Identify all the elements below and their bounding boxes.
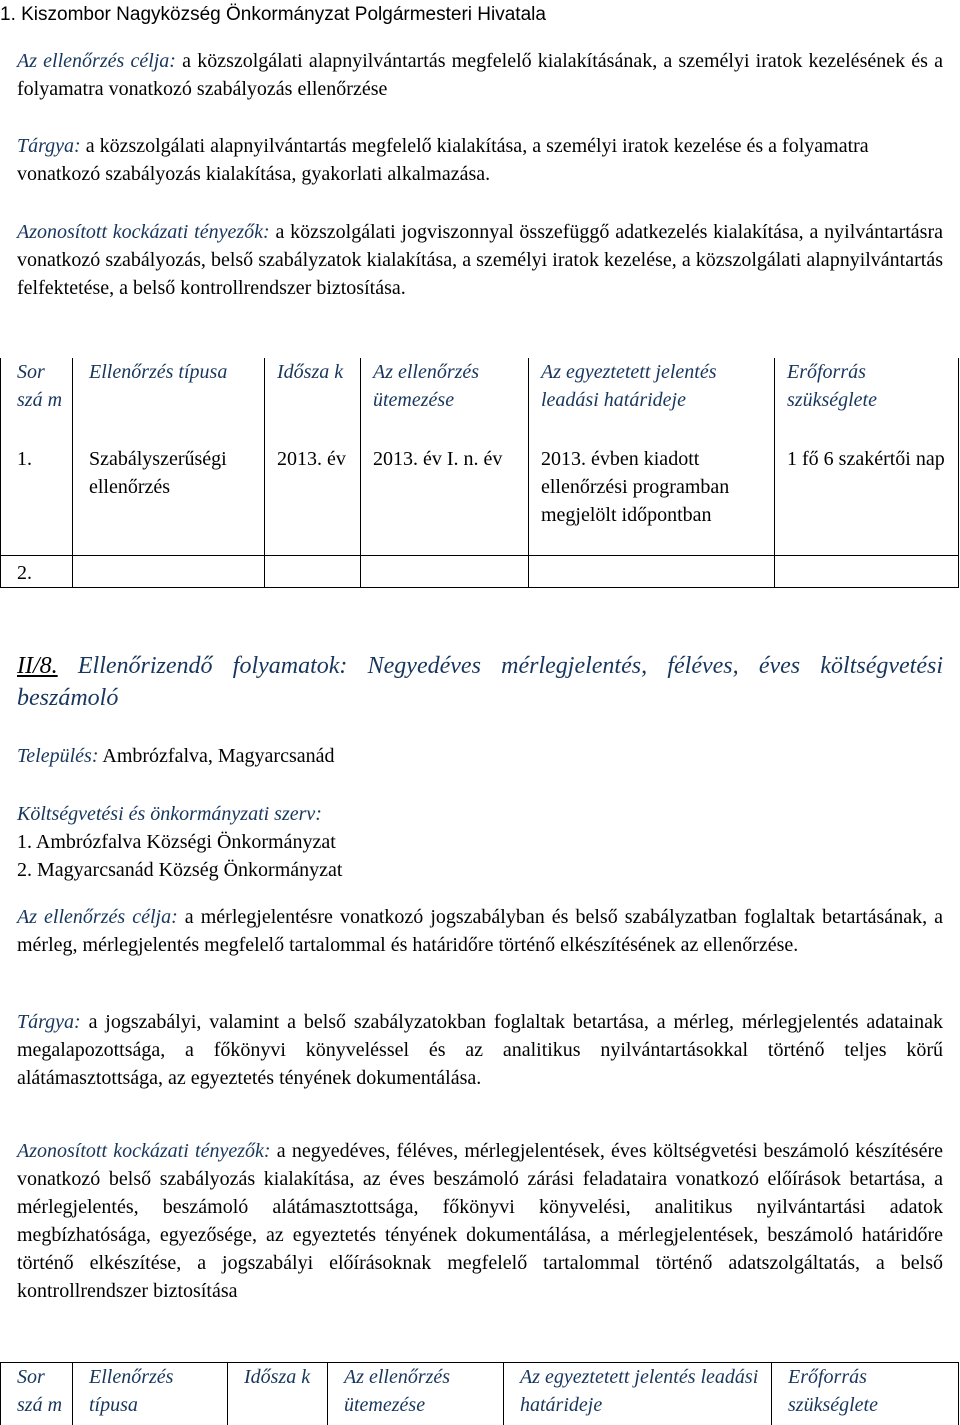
th-tipus: Ellenőrzés típusa: [73, 358, 265, 445]
s2-telepules: [17, 742, 943, 770]
th-utem: Az ellenőrzés ütemezése: [328, 1363, 504, 1425]
s1-kock-text: a közszolgálati jogviszonnyal összefüggő adatkezelés kialakítása, a nyilvántartásra vonatkozó szabályozás, belső szabályzatok kialakítása, a személyi iratok kezelése, a közszolgálati alapnyilvántartás felfektetése, a belső kontrollrendszer biztosítása.: [17, 221, 943, 299]
th-jelentes: Az egyeztetett jelentés leadási határideje: [504, 1363, 772, 1425]
cell-eroforras: 1 fő 6 szakértői nap: [775, 445, 959, 555]
header-line: [0, 2, 960, 28]
schedule-table-2: [0, 1362, 959, 1425]
list-item: 2. Magyarcsanád Község Önkormányzat: [17, 859, 343, 881]
s2-kock-label: Azonosított kockázati tényezők:: [17, 1140, 271, 1162]
s2-kock-text: a negyedéves, féléves, mérlegjelentések, éves költségvetési beszámoló készítésére vonatkozó belső szabályozás kialakítása, az éves beszámoló zárási feladataira vonatkozó előírások betartása, a mérlegjelentés, beszámoló alátámasztottsága, főkönyvi könyvelési, analitikus nyilvántartási adatok megbízhatósága, egyezősége, az egyeztetés tényének dokumentálása, a mérlegjelentések, beszámoló határidőre történő elkészítése, a jogszabályi előírásoknak megfelelő tartalommal történő adatszolgáltatás, a belső kontrollrendszer biztosítása: [17, 1140, 944, 1302]
s2-szerv-label: Költségvetési és önkormányzati szerv:: [17, 803, 322, 825]
cell-ido: 2013. év: [265, 445, 361, 555]
list-item: 1. Ambrózfalva Községi Önkormányzat: [17, 831, 336, 853]
s1-cel-text: a közszolgálati alapnyilvántartás megfelelő kialakításának, a személyi iratok kezelésének és a folyamatra vonatkozó szabályozás ellenőrzése: [17, 50, 943, 100]
s2-heading: [17, 650, 943, 714]
cell-utem: [361, 555, 529, 587]
table-row: [1, 555, 959, 587]
s2-targy-text: a jogszabályi, valamint a belső szabályzatokban foglaltak betartása, a mérleg, mérlegjelentés adatainak megalapozottsága, a főkönyvi könyveléssel és az analitikus nyilvántartásokkal történő teljes körű alátámasztottsága, az egyeztetés tényének dokumentálása.: [17, 1011, 943, 1089]
s1-cel-paragraph: [17, 47, 943, 103]
th-eroforras: Erőforrás szükséglete: [775, 358, 959, 445]
cell-utem: 2013. év I. n. év: [361, 445, 529, 555]
cell-sor: 1.: [1, 445, 73, 555]
th-jelentes: Az egyeztetett jelentés leadási határideje: [529, 358, 775, 445]
s2-heading-num: II/8.: [17, 653, 58, 679]
th-sor: Sor szá m: [1, 1363, 73, 1425]
s1-targy-paragraph: [17, 132, 943, 188]
s2-telepules-label: Település:: [17, 745, 99, 767]
th-ido: Idősza k: [228, 1363, 328, 1425]
cell-tipus: [73, 555, 265, 587]
table-row: [1, 445, 959, 555]
th-sor: Sor szá m: [1, 358, 73, 445]
s2-cel-label: Az ellenőrzés célja:: [17, 906, 178, 928]
s2-szerv-block: [17, 800, 943, 884]
s2-telepules-text: Ambrózfalva, Magyarcsanád: [98, 745, 335, 767]
cell-jelentes: [529, 555, 775, 587]
s2-cel-text: a mérlegjelentésre vonatkozó jogszabályban és belső szabályzatban foglaltak betartásának, a mérleg, mérlegjelentés megfelelő tartalommal és határidőre történő elkészítésének az ellenőrzése.: [17, 906, 944, 956]
cell-eroforras: [775, 555, 959, 587]
table2-header-row: [1, 1363, 959, 1425]
s2-targy-paragraph: [17, 1008, 943, 1092]
cell-ido: [265, 555, 361, 587]
th-tipus: Ellenőrzés típusa: [73, 1363, 228, 1425]
cell-tipus: Szabályszerűségi ellenőrzés: [73, 445, 265, 555]
s1-targy-label: Tárgya:: [17, 135, 81, 157]
cell-jelentes: 2013. évben kiadott ellenőrzési programban megjelölt időpontban: [529, 445, 775, 555]
cell-sor: 2.: [1, 555, 73, 587]
table1-header-row: [1, 358, 959, 445]
s1-targy-text: a közszolgálati alapnyilvántartás megfelelő kialakítása, a személyi iratok kezelése és a folyamatra vonatkozó szabályozás kialakítása, gyakorlati alkalmazása.: [17, 135, 869, 185]
s2-cel-paragraph: [17, 903, 943, 959]
s2-targy-label: Tárgya:: [17, 1011, 81, 1033]
s1-cel-label: Az ellenőrzés célja:: [17, 50, 176, 72]
schedule-table-1: [0, 358, 959, 588]
s2-kock-paragraph: [17, 1137, 943, 1305]
th-eroforras: Erőforrás szükséglete: [772, 1363, 959, 1425]
header-text: 1. Kiszombor Nagyközség Önkormányzat Polgármesteri Hivatala: [0, 4, 546, 25]
s2-heading-text: Ellenőrizendő folyamatok: Negyedéves mérlegjelentés, féléves, éves költségvetési beszámoló: [17, 653, 943, 711]
th-utem: Az ellenőrzés ütemezése: [361, 358, 529, 445]
s1-kock-label: Azonosított kockázati tényezők:: [17, 221, 270, 243]
s1-kock-paragraph: [17, 218, 943, 302]
th-ido: Idősza k: [265, 358, 361, 445]
